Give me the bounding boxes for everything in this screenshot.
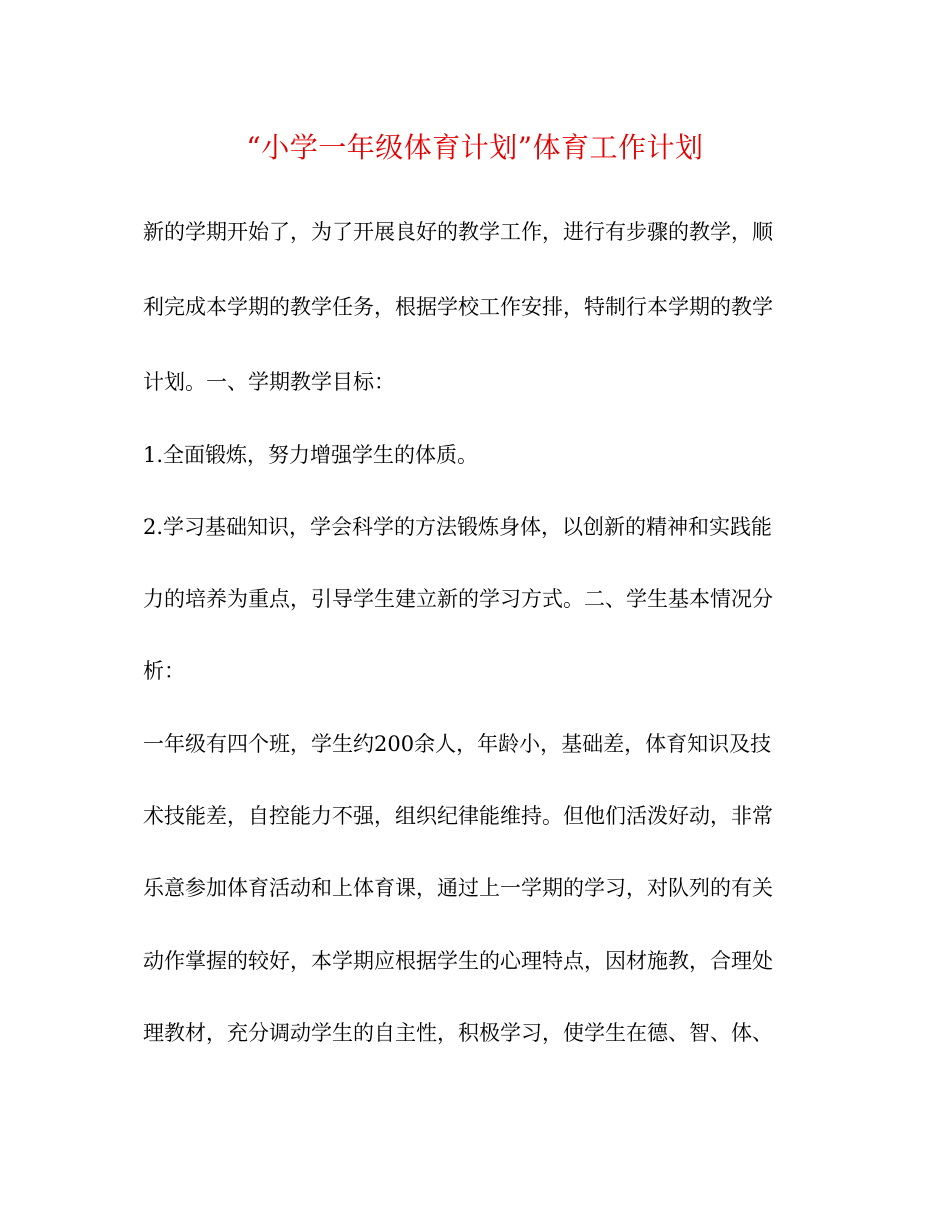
body-text-line: 利完成本学期的教学任务，根据学校工作安排，特制行本学期的教学: [143, 295, 773, 319]
document-title: “小学一年级体育计划”体育工作计划: [246, 131, 704, 164]
body-text-line: 析：: [143, 659, 185, 683]
body-text-line: 乐意参加体育活动和上体育课，通过上一学期的学习，对队列的有关: [143, 876, 773, 900]
body-text-line: 力的培养为重点，引导学生建立新的学习方式。二、学生基本情况分: [143, 587, 773, 611]
body-text-line: 一年级有四个班，学生约200余人，年龄小，基础差，体育知识及技: [143, 732, 772, 756]
body-text-line: 1.全面锻炼，努力增强学生的体质。: [143, 443, 479, 467]
body-text-line: 动作掌握的较好，本学期应根据学生的心理特点，因材施教，合理处: [143, 949, 773, 973]
body-text-line: 新的学期开始了，为了开展良好的教学工作，进行有步骤的教学，顺: [143, 220, 773, 244]
body-text-line: 2.学习基础知识，学会科学的方法锻炼身体，以创新的精神和实践能: [143, 515, 773, 539]
body-text-line: 术技能差，自控能力不强，组织纪律能维持。但他们活泼好动，非常: [143, 804, 773, 828]
body-text-line: 计划。一、学期教学目标：: [143, 370, 395, 394]
body-text-line: 理教材，充分调动学生的自主性，积极学习，使学生在德、智、体、: [143, 1021, 773, 1045]
